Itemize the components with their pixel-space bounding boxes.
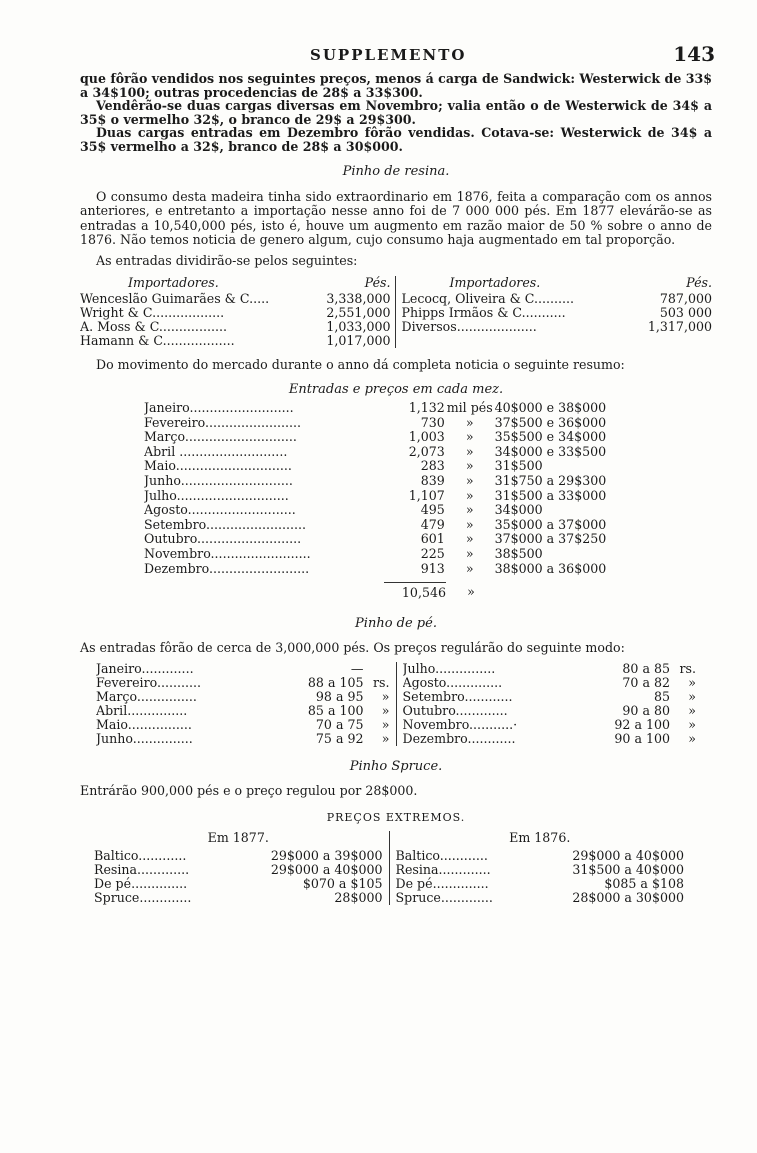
pes-header: Pés. [686,275,712,290]
page-content [80,72,712,905]
extreme-row-label: Spruce............. [94,891,192,906]
pes-header: Pés. [364,275,391,290]
importer-row [80,320,391,334]
pe-row [96,732,390,746]
extreme-prices-table [94,831,684,905]
month-label: Março............................ [144,430,297,445]
pe-month: Julho............... [402,661,496,676]
month-label: Outubro.......................... [144,532,302,547]
month-quantity: 730 [420,414,445,430]
importers-header: Importadores. [128,275,219,290]
spruce-paragraph: Entrárão 900,000 pés e o preço regulou por 28$000. [80,783,418,799]
monthly-row [144,430,634,445]
extreme-row-value: 31$500 a 40$000 [572,862,684,878]
pe-month: Março............... [96,689,197,704]
importer-row [80,306,391,320]
pe-month: Novembro...........· [402,717,518,732]
month-quantity: 913 [420,560,445,576]
pe-price: 70 a 75 [315,716,364,732]
monthly-row [144,518,634,533]
importers-table [80,276,712,348]
pe-unit: » [688,688,696,704]
extreme-row-label: Spruce............. [395,891,493,906]
month-quantity: 225 [420,545,445,561]
pe-row [403,704,697,718]
extreme-row [94,849,383,863]
pe-price: 98 a 95 [315,688,364,704]
monthly-row [144,401,634,416]
month-price: 35$000 a 37$000 [494,516,607,532]
month-price: 31$500 [494,458,543,474]
month-price: 31$750 a 29$300 [494,472,607,488]
monthly-row [144,547,634,562]
month-price: 37$000 a 37$250 [494,531,607,547]
pe-unit [364,662,390,676]
month-label: Junho............................ [144,473,293,488]
pe-month: Abril............... [96,703,188,718]
month-quantity: 601 [420,531,445,547]
year-1877: Em 1877. [207,830,269,846]
pe-unit: » [381,716,390,732]
pe-unit: » [381,702,390,718]
month-price: 38$500 [494,545,543,561]
monthly-row [144,489,634,504]
extreme-row [94,877,383,891]
month-quantity: 1,107 [408,487,445,503]
pe-price-table [96,662,696,746]
month-price: 31$500 a 33$000 [494,487,607,503]
importer-row [80,334,391,348]
pe-price: — [350,660,364,676]
monthly-table-title: Entradas e preços em cada mez. [288,381,504,397]
importer-row-label: Wenceslão Guimarães & C..... [80,292,270,306]
month-quantity: 1,003 [408,429,445,445]
importer-row-value: 2,551,000 [326,305,391,320]
pe-row [96,676,390,690]
pe-month: Maio................ [96,717,192,732]
month-unit: » [465,560,474,576]
pe-month: Fevereiro........... [96,675,201,690]
pe-price: 80 a 85 [622,660,670,676]
extremes-1877 [94,831,390,905]
month-label: Maio............................. [144,459,292,474]
month-quantity: 1,132 [408,400,445,415]
importer-row-label: Lecocq, Oliveira & C.......... [401,292,575,306]
monthly-row [144,459,634,474]
extreme-prices-title: PREÇOS EXTREMOS. [326,810,466,824]
monthly-row [144,562,634,577]
pe-price: 90 a 100 [614,730,670,746]
extreme-row [396,863,685,877]
page-number: 143 [673,42,715,66]
intro-paragraph-2: Vendêrão-se duas cargas diversas em Novembro; valia então o de Westerwick de 34$ a 35$ o vermelho 32$, o branco de 29$ a 29$300. [80,98,712,127]
extreme-row-label: Resina............. [94,863,190,878]
importers-column-left [80,276,396,348]
importer-row-value: 1,033,000 [326,319,391,334]
pe-unit: » [688,702,696,718]
pe-month: Outubro............. [402,703,508,718]
extreme-row-label: Baltico............ [94,849,187,864]
importer-row-label: Hamann & C.................. [80,334,235,348]
total-unit: » [467,584,475,600]
pe-month: Janeiro............. [96,661,194,676]
month-label: Janeiro.......................... [144,401,294,415]
importers-header: Importadores. [449,275,541,290]
pe-row [96,690,390,704]
importer-row-label: Phipps Irmãos & C........... [401,306,566,320]
intro-paragraph-1: que fôrão vendidos nos seguintes preços, menos á carga de Sandwick: Westerwick de 33$ a 34$100; outras procedencias de 28$ a 33$300. [80,71,713,100]
pe-row [403,732,697,746]
month-label: Novembro......................... [144,546,311,561]
pe-unit: » [381,730,390,746]
pe-row [403,718,697,732]
month-quantity: 283 [420,458,445,474]
extreme-row-label: De pé.............. [395,877,489,892]
monthly-row [144,503,634,518]
month-unit: » [465,472,474,488]
section-title-spruce: Pinho Spruce. [349,758,443,774]
importer-row-value: 1,017,000 [326,333,391,348]
pe-price: 85 [653,688,670,704]
year-1876: Em 1876. [509,830,571,846]
month-label: Julho............................ [144,488,289,503]
importer-row-label: Diversos.................... [401,320,537,334]
extreme-row-value: 29$000 a 39$000 [270,848,383,864]
extreme-row-label: Resina............. [395,863,491,878]
extreme-row-value: $085 a $108 [604,876,684,892]
extreme-row [396,877,685,891]
pe-row [403,676,697,690]
pe-row [403,690,697,704]
pe-price: 90 a 80 [622,702,670,718]
importer-row-label: A. Moss & C................. [80,320,227,334]
extreme-row-value: 29$000 a 40$000 [572,848,684,864]
month-unit: » [465,516,474,532]
month-label: Agosto........................... [144,503,296,518]
month-price: 34$000 e 33$500 [494,443,607,459]
pe-price: 92 a 100 [614,716,670,732]
importer-row [402,292,713,306]
extreme-row [94,891,383,905]
extreme-row-label: De pé.............. [94,877,188,892]
importer-row-value: 787,000 [659,291,712,306]
pe-month: Agosto.............. [402,675,503,690]
monthly-row [144,474,634,489]
monthly-total-row [144,582,634,601]
month-price: 35$500 e 34$000 [494,429,607,445]
pe-price: 85 a 100 [307,702,364,718]
pe-row [403,662,697,676]
pe-unit: » [688,716,696,732]
intro-paragraph-3: Duas cargas entradas em Dezembro fôrão vendidas. Cotava-se: Westerwick de 34$ a 35$ vermelho a 32$, branco de 28$ a 30$000. [80,125,712,154]
importer-row [402,320,713,334]
month-label: Setembro......................... [144,517,307,532]
pe-row [96,718,390,732]
section-title-resina: Pinho de resina. [342,164,450,179]
extreme-row [94,863,383,877]
month-unit: » [465,458,474,474]
pe-month: Junho............... [96,731,193,746]
month-price: 40$000 e 38$000 [494,400,607,415]
month-unit: » [465,487,474,503]
month-label: Abril ........................... [144,444,288,459]
extreme-row [396,891,685,905]
pe-row [96,704,390,718]
extreme-row-value: $070 a $105 [302,876,383,892]
importer-row-value: 3,338,000 [326,291,391,306]
importer-row [80,292,391,306]
month-unit: mil pés [446,400,493,415]
entries-intro: As entradas dividirão-se pelos seguintes: [96,252,358,268]
pe-price: 88 a 105 [307,674,364,690]
importer-row-label: Wright & C.................. [80,306,225,320]
month-label: Dezembro......................... [144,561,310,576]
pe-column-left [96,662,397,746]
month-label: Fevereiro........................ [144,415,302,430]
month-unit: » [465,545,474,561]
pe-price: 70 a 82 [622,674,670,690]
monthly-row [144,445,634,460]
pe-price: 75 a 92 [315,730,364,746]
pe-month: Dezembro............ [402,731,516,746]
pe-column-right [397,662,697,746]
importer-row [402,306,713,320]
month-price: 37$500 e 36$000 [494,414,607,430]
running-title: SUPPLEMENTO [310,46,467,64]
month-quantity: 479 [420,516,445,532]
extreme-row-label: Baltico............ [395,849,488,864]
resina-paragraph: O consumo desta madeira tinha sido extraordinario em 1876, feita a comparação com os annos anteriores, e entretanto a importação nesse anno foi de 7 000 000 pés. Em 1877 elevárão-se as entradas a 10,540,000 pés, isto é, houve um augmento em razão maior de 50 % sobre o anno de 1876. Não temos noticia de genero algum, cujo consumo haja augmentado em tal proporção. [80,188,712,247]
extreme-row-value: 29$000 a 40$000 [270,862,383,878]
section-title-pe: Pinho de pé. [355,615,437,631]
extremes-1876 [390,831,685,905]
importer-row-value: 503 000 [659,305,712,320]
pe-unit: rs. [679,660,696,676]
importers-column-right [396,276,713,348]
month-price: 34$000 [494,502,543,518]
pe-unit: » [688,674,696,690]
pe-row [96,662,390,676]
extreme-row-value: 28$000 a 30$000 [572,890,684,906]
summary-intro: Do movimento do mercado durante o anno dá completa noticia o seguinte resumo: [96,357,625,372]
pe-unit: rs. [373,674,390,690]
monthly-row [144,532,634,547]
extreme-row [396,849,685,863]
pe-month: Setembro............ [402,689,513,704]
month-unit: » [465,414,474,430]
pe-unit: » [688,730,696,746]
month-price: 38$000 a 36$000 [494,560,607,576]
monthly-table [144,401,634,601]
monthly-row [144,416,634,431]
extreme-row-value: 28$000 [334,890,383,906]
page-header [0,42,757,68]
importer-row-value: 1,317,000 [647,319,712,334]
month-unit: » [465,531,474,547]
pe-unit: » [381,688,390,704]
month-unit: » [465,429,474,445]
pe-paragraph: As entradas fôrão de cerca de 3,000,000 pés. Os preços regulárão do seguinte modo: [80,640,625,656]
month-unit: » [465,443,474,459]
total-quantity: 10,546 [384,582,446,601]
month-quantity: 839 [420,472,445,488]
month-quantity: 495 [420,502,445,518]
month-unit: » [465,502,474,518]
month-quantity: 2,073 [408,443,445,459]
